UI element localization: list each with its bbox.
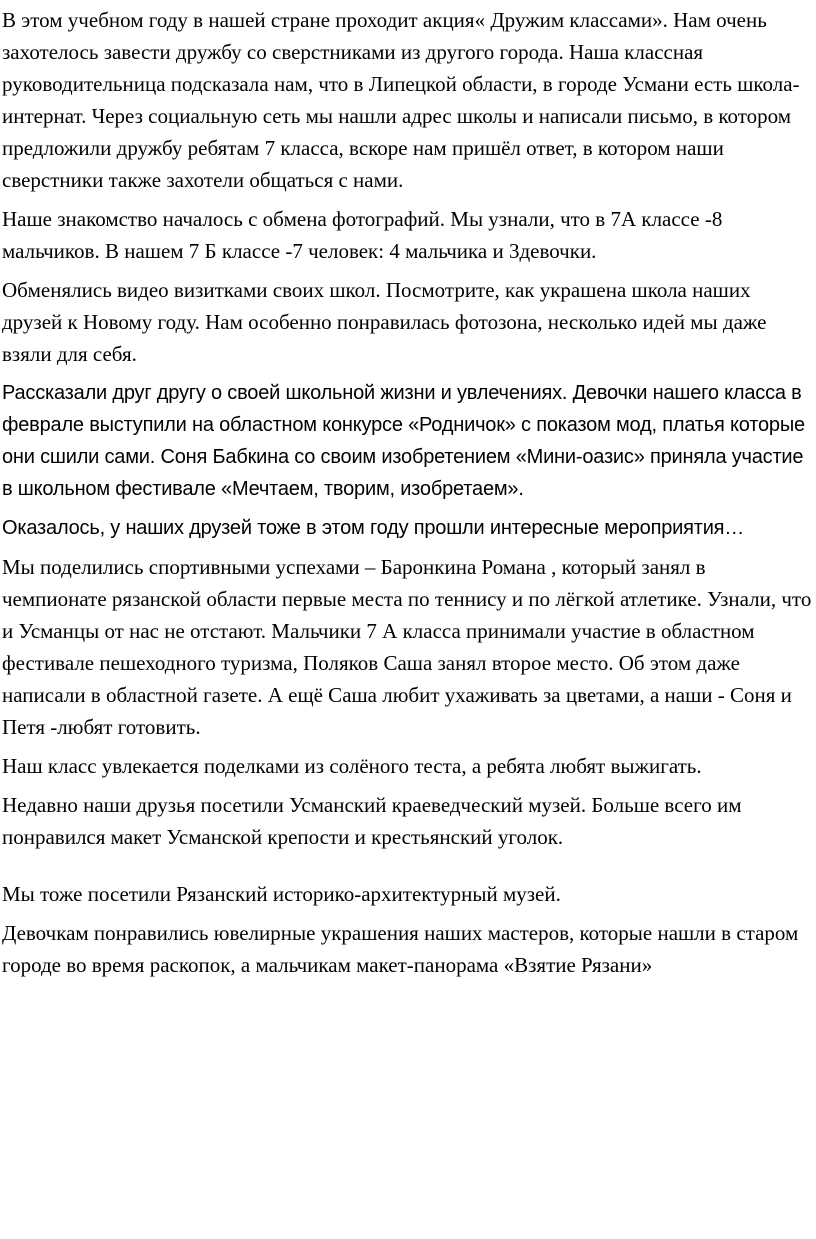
paragraph-museum-ryazan: Мы тоже посетили Рязанский историко-архитектурный музей. bbox=[2, 882, 561, 906]
paragraph-crafts: Наш класс увлекается поделками из солёного теста, а ребята любят выжигать. bbox=[2, 754, 702, 778]
paragraph-museum-friends: Недавно наши друзья посетили Усманский краеведческий музей. Больше всего им понравился макет Усманской крепости и крестьянский уголок. bbox=[2, 793, 742, 849]
paragraph-intro: В этом учебном году в нашей стране проходит акция« Дружим классами». Нам очень захотелось завести дружбу со сверстниками из другого города. Наша классная руководительница подсказала нам, что в Липецкой области, в городе Усмани есть школа- интернат. Через социальную сеть мы нашли адрес школы и написали письмо, в котором предложили дружбу ребятам 7 класса, вскоре нам пришёл ответ, в котором наши сверстники также захотели общаться с нами. bbox=[2, 8, 800, 192]
paragraph-sports: Мы поделились спортивными успехами – Баронкина Романа , который занял в чемпионате рязанской области первые места по теннису и по лёгкой атлетике. Узнали, что и Усманцы от нас не отстают. Мальчики 7 А класса принимали участие в областном фестивале пешеходного туризма, Поляков Саша занял второе место. Об этом даже написали в областной газете. А ещё Саша любит ухаживать за цветами, а наши - Соня и Петя -любят готовить. bbox=[2, 555, 812, 739]
paragraph-video-cards: Обменялись видео визитками своих школ. Посмотрите, как украшена школа наших друзей к Новому году. Нам особенно понравилась фотозона, несколько идей мы даже взяли для себя. bbox=[2, 278, 767, 366]
paragraph-acquaintance: Наше знакомство началось с обмена фотографий. Мы узнали, что в 7А классе -8 мальчиков. В нашем 7 Б классе -7 человек: 4 мальчика и 3девочки. bbox=[2, 207, 723, 263]
paragraph-school-life: Рассказали друг другу о своей школьной жизни и увлечениях. Девочки нашего класса в феврале выступили на областном конкурсе «Родничок» с показом мод, платья которые они сшили сами. Соня Бабкина со своим изобретением «Мини-оазис» приняла участие в школьном фестивале «Мечтаем, творим, изобретаем». bbox=[2, 382, 805, 500]
paragraph-events: Оказалось, у наших друзей тоже в этом году прошли интересные мероприятия… bbox=[2, 517, 745, 539]
paragraph-jewelry: Девочкам понравились ювелирные украшения наших мастеров, которые нашли в старом городе во время раскопок, а мальчикам макет-панорама «Взятие Рязани» bbox=[2, 921, 799, 977]
